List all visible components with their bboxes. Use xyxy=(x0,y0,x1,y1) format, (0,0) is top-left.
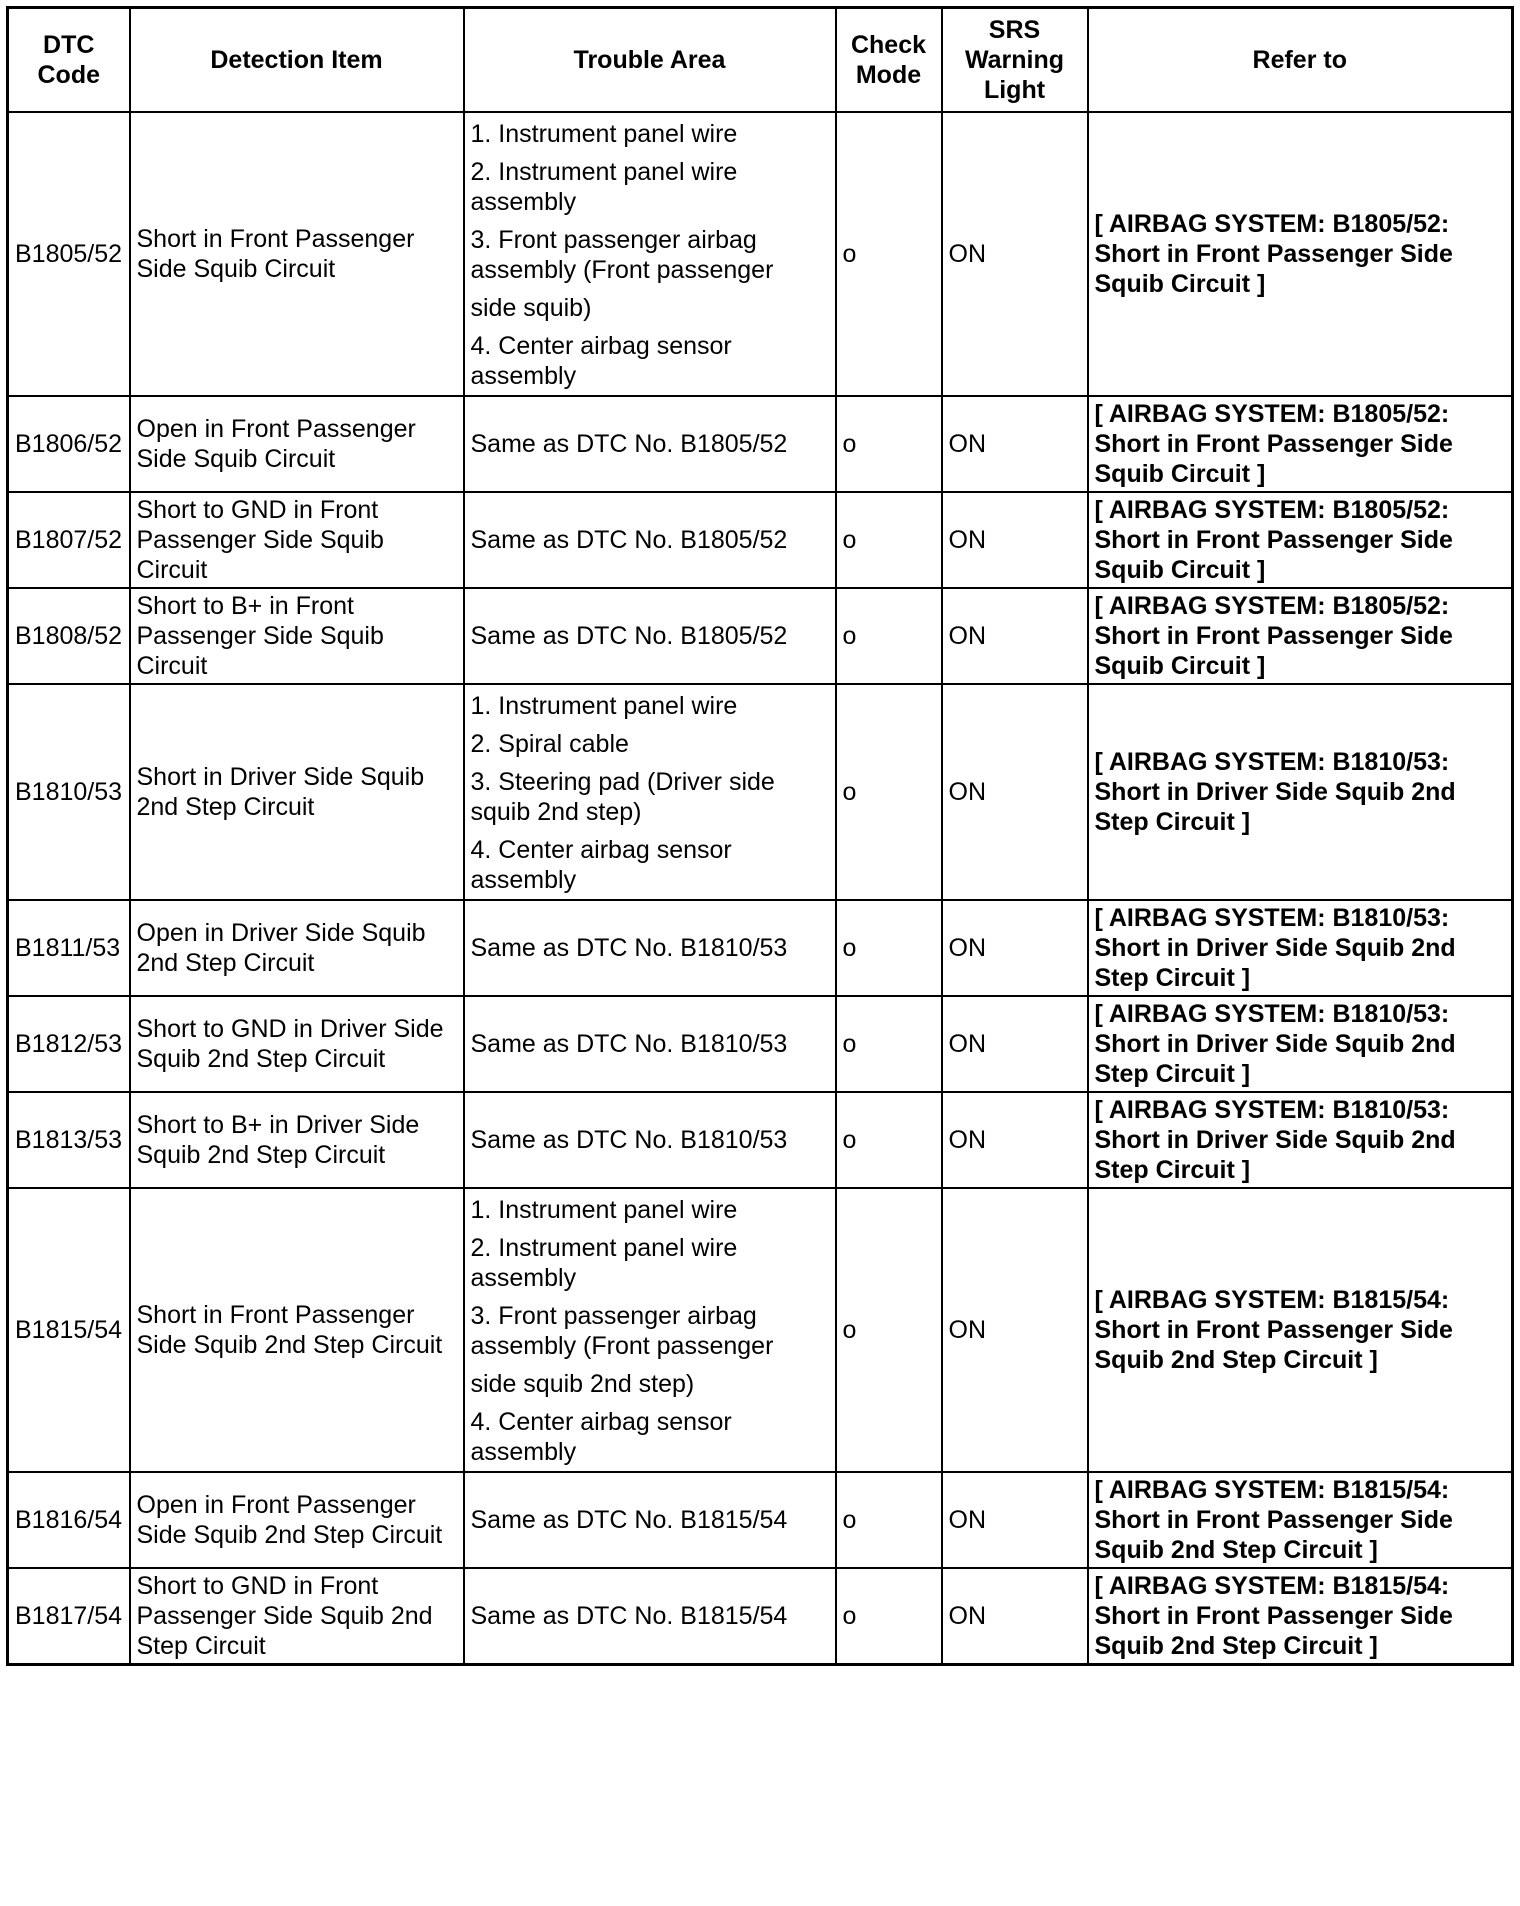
dtc-code-cell: B1815/54 xyxy=(8,1188,130,1472)
dtc-code-cell: B1812/53 xyxy=(8,996,130,1092)
header-trouble-area: Trouble Area xyxy=(464,8,836,112)
trouble-area-cell xyxy=(464,112,836,396)
trouble-area-cell: Same as DTC No. B1810/53 xyxy=(464,1092,836,1188)
srs-warning-light-cell: ON xyxy=(942,1472,1088,1568)
trouble-area-cell: Same as DTC No. B1805/52 xyxy=(464,588,836,684)
table-row xyxy=(8,588,1513,684)
refer-to-cell: [ AIRBAG SYSTEM: B1815/54: Short in Front Passenger Side Squib 2nd Step Circuit ] xyxy=(1088,1188,1513,1472)
check-mode-cell: o xyxy=(836,684,942,900)
table-body xyxy=(8,112,1513,1665)
check-mode-cell: o xyxy=(836,112,942,396)
refer-to-cell: [ AIRBAG SYSTEM: B1810/53: Short in Driver Side Squib 2nd Step Circuit ] xyxy=(1088,684,1513,900)
trouble-area-cell: Same as DTC No. B1810/53 xyxy=(464,900,836,996)
table-row xyxy=(8,1092,1513,1188)
srs-warning-light-cell: ON xyxy=(942,996,1088,1092)
dtc-code-cell: B1817/54 xyxy=(8,1568,130,1665)
check-mode-cell: o xyxy=(836,396,942,492)
trouble-area-cell xyxy=(464,684,836,900)
check-mode-cell: o xyxy=(836,492,942,588)
trouble-area-item: side squib) xyxy=(470,293,592,322)
dtc-code-cell: B1810/53 xyxy=(8,684,130,900)
table-row xyxy=(8,112,1513,396)
trouble-area-item: 3. Steering pad (Driver side squib 2nd step) xyxy=(470,767,775,826)
refer-to-cell: [ AIRBAG SYSTEM: B1815/54: Short in Front Passenger Side Squib 2nd Step Circuit ] xyxy=(1088,1472,1513,1568)
srs-warning-light-cell: ON xyxy=(942,1188,1088,1472)
srs-warning-light-cell: ON xyxy=(942,112,1088,396)
dtc-code-cell: B1816/54 xyxy=(8,1472,130,1568)
dtc-code-cell: B1807/52 xyxy=(8,492,130,588)
srs-warning-light-cell: ON xyxy=(942,396,1088,492)
check-mode-cell: o xyxy=(836,1472,942,1568)
check-mode-cell: o xyxy=(836,1568,942,1665)
trouble-area-item: side squib 2nd step) xyxy=(470,1369,695,1398)
trouble-area-list xyxy=(471,1195,829,1467)
trouble-area-item: 2. Instrument panel wire assembly xyxy=(470,157,738,216)
refer-to-cell: [ AIRBAG SYSTEM: B1805/52: Short in Front Passenger Side Squib Circuit ] xyxy=(1088,396,1513,492)
refer-to-cell: [ AIRBAG SYSTEM: B1810/53: Short in Driver Side Squib 2nd Step Circuit ] xyxy=(1088,996,1513,1092)
header-row xyxy=(8,8,1513,112)
trouble-area-item: 2. Instrument panel wire assembly xyxy=(470,1233,738,1292)
detection-item-cell: Open in Front Passenger Side Squib Circuit xyxy=(130,396,464,492)
check-mode-cell: o xyxy=(836,996,942,1092)
header-srs-warning-light: SRS Warning Light xyxy=(942,8,1088,112)
table-row xyxy=(8,684,1513,900)
trouble-area-cell: Same as DTC No. B1815/54 xyxy=(464,1568,836,1665)
dtc-code-cell: B1806/52 xyxy=(8,396,130,492)
header-check-mode: Check Mode xyxy=(836,8,942,112)
check-mode-cell: o xyxy=(836,900,942,996)
detection-item-cell: Short to B+ in Driver Side Squib 2nd Step Circuit xyxy=(130,1092,464,1188)
detection-item-cell: Short in Front Passenger Side Squib Circuit xyxy=(130,112,464,396)
trouble-area-item: 3. Front passenger airbag assembly (Front passenger xyxy=(470,225,774,284)
table-row xyxy=(8,1472,1513,1568)
srs-warning-light-cell: ON xyxy=(942,684,1088,900)
table-row xyxy=(8,1188,1513,1472)
trouble-area-item: 2. Spiral cable xyxy=(470,729,629,758)
table-row xyxy=(8,996,1513,1092)
detection-item-cell: Open in Front Passenger Side Squib 2nd Step Circuit xyxy=(130,1472,464,1568)
check-mode-cell: o xyxy=(836,1092,942,1188)
srs-warning-light-cell: ON xyxy=(942,588,1088,684)
refer-to-cell: [ AIRBAG SYSTEM: B1805/52: Short in Front Passenger Side Squib Circuit ] xyxy=(1088,112,1513,396)
refer-to-cell: [ AIRBAG SYSTEM: B1805/52: Short in Front Passenger Side Squib Circuit ] xyxy=(1088,588,1513,684)
trouble-area-list xyxy=(471,691,829,895)
trouble-area-cell xyxy=(464,1188,836,1472)
check-mode-cell: o xyxy=(836,588,942,684)
dtc-code-cell: B1811/53 xyxy=(8,900,130,996)
trouble-area-cell: Same as DTC No. B1815/54 xyxy=(464,1472,836,1568)
detection-item-cell: Open in Driver Side Squib 2nd Step Circuit xyxy=(130,900,464,996)
dtc-table xyxy=(6,6,1514,1666)
table-row xyxy=(8,396,1513,492)
srs-warning-light-cell: ON xyxy=(942,900,1088,996)
table-row xyxy=(8,900,1513,996)
srs-warning-light-cell: ON xyxy=(942,492,1088,588)
trouble-area-item: 4. Center airbag sensor assembly xyxy=(470,1407,732,1466)
dtc-code-cell: B1813/53 xyxy=(8,1092,130,1188)
dtc-code-cell: B1805/52 xyxy=(8,112,130,396)
refer-to-cell: [ AIRBAG SYSTEM: B1810/53: Short in Driver Side Squib 2nd Step Circuit ] xyxy=(1088,900,1513,996)
srs-warning-light-cell: ON xyxy=(942,1568,1088,1665)
check-mode-cell: o xyxy=(836,1188,942,1472)
table-row xyxy=(8,1568,1513,1665)
trouble-area-list xyxy=(471,119,829,391)
refer-to-cell: [ AIRBAG SYSTEM: B1815/54: Short in Front Passenger Side Squib 2nd Step Circuit ] xyxy=(1088,1568,1513,1665)
trouble-area-item: 1. Instrument panel wire xyxy=(470,1195,738,1224)
header-detection-item: Detection Item xyxy=(130,8,464,112)
detection-item-cell: Short to B+ in Front Passenger Side Squib Circuit xyxy=(130,588,464,684)
trouble-area-item: 4. Center airbag sensor assembly xyxy=(470,331,732,390)
table-row xyxy=(8,492,1513,588)
trouble-area-item: 1. Instrument panel wire xyxy=(470,691,738,720)
detection-item-cell: Short in Driver Side Squib 2nd Step Circuit xyxy=(130,684,464,900)
trouble-area-item: 4. Center airbag sensor assembly xyxy=(470,835,732,894)
trouble-area-cell: Same as DTC No. B1805/52 xyxy=(464,492,836,588)
trouble-area-item: 1. Instrument panel wire xyxy=(470,119,738,148)
refer-to-cell: [ AIRBAG SYSTEM: B1805/52: Short in Front Passenger Side Squib Circuit ] xyxy=(1088,492,1513,588)
detection-item-cell: Short to GND in Front Passenger Side Squib 2nd Step Circuit xyxy=(130,1568,464,1665)
dtc-code-cell: B1808/52 xyxy=(8,588,130,684)
refer-to-cell: [ AIRBAG SYSTEM: B1810/53: Short in Driver Side Squib 2nd Step Circuit ] xyxy=(1088,1092,1513,1188)
detection-item-cell: Short to GND in Front Passenger Side Squib Circuit xyxy=(130,492,464,588)
header-refer-to: Refer to xyxy=(1088,8,1513,112)
srs-warning-light-cell: ON xyxy=(942,1092,1088,1188)
detection-item-cell: Short in Front Passenger Side Squib 2nd Step Circuit xyxy=(130,1188,464,1472)
trouble-area-cell: Same as DTC No. B1810/53 xyxy=(464,996,836,1092)
trouble-area-item: 3. Front passenger airbag assembly (Front passenger xyxy=(470,1301,774,1360)
header-dtc-code: DTC Code xyxy=(8,8,130,112)
detection-item-cell: Short to GND in Driver Side Squib 2nd Step Circuit xyxy=(130,996,464,1092)
trouble-area-cell: Same as DTC No. B1805/52 xyxy=(464,396,836,492)
